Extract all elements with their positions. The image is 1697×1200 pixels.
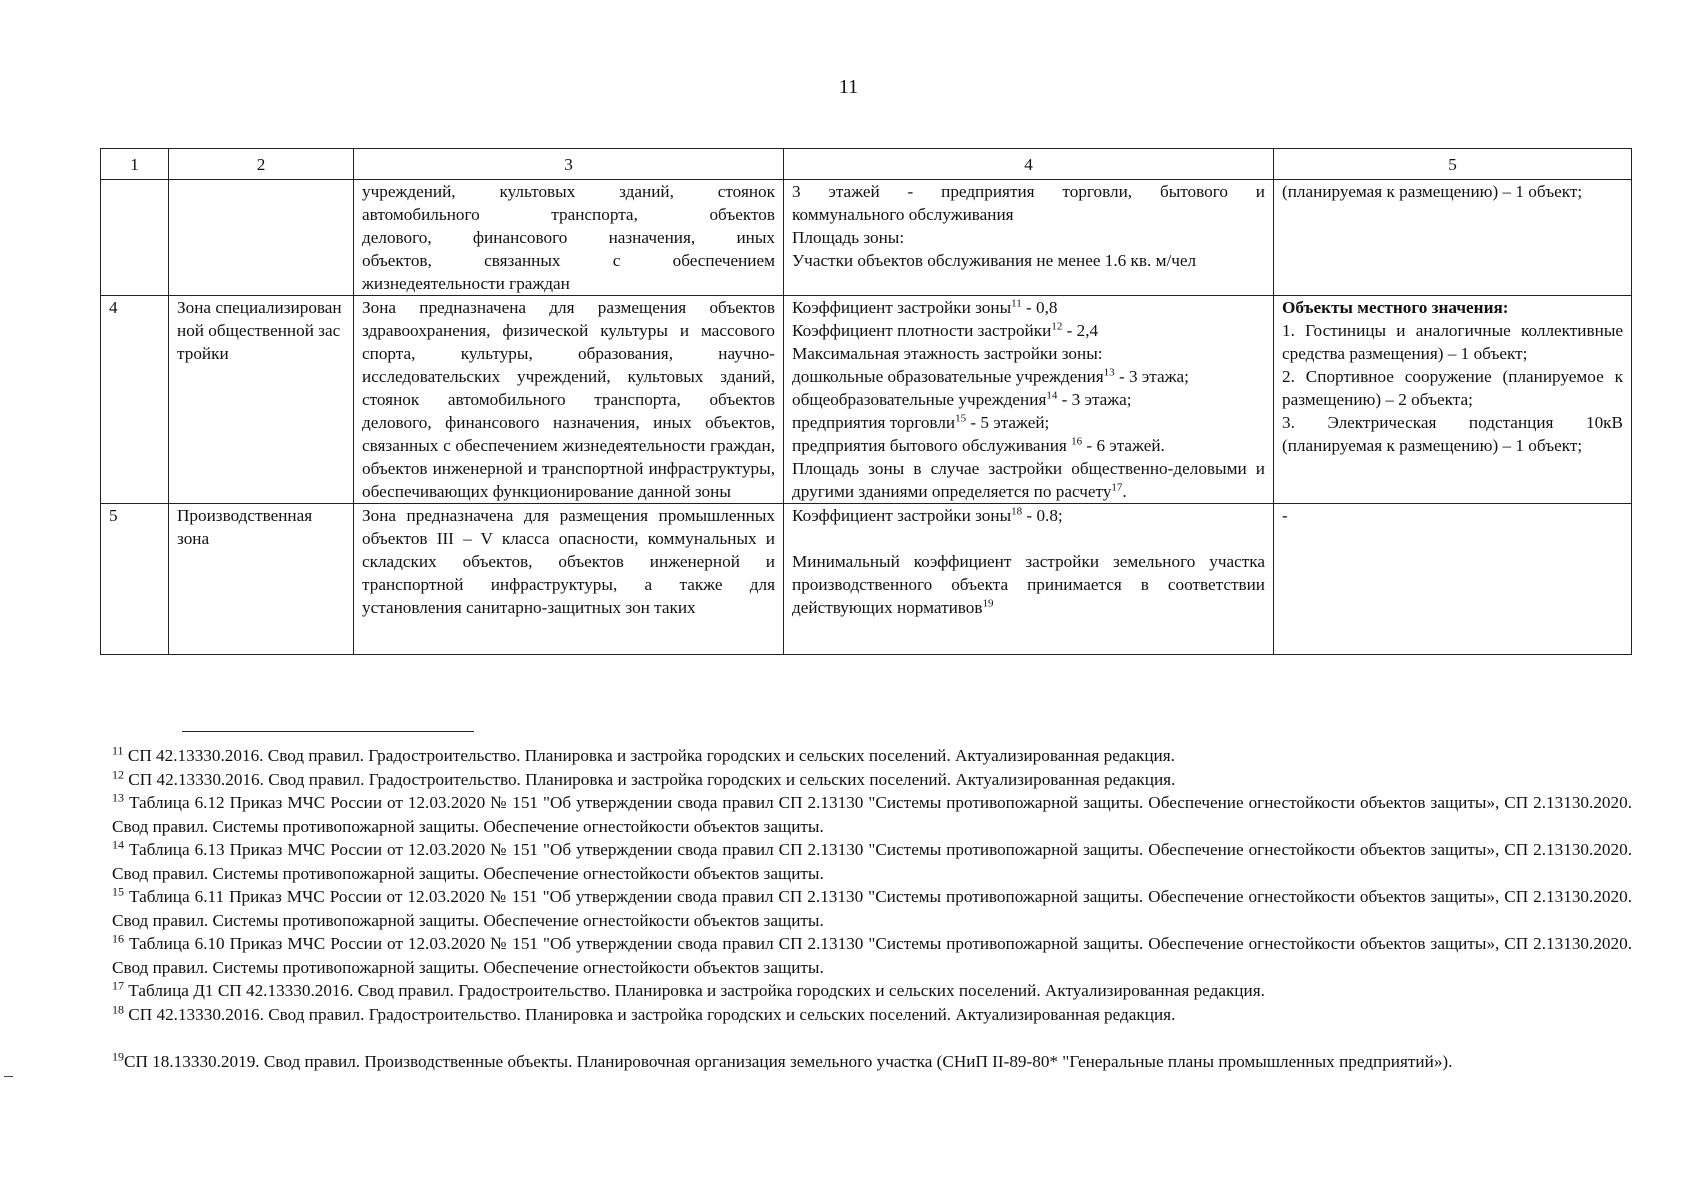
column-header: 1 [101, 149, 169, 180]
zone-parameters-cell: Коэффициент застройки зоны$^{18}$ - 0.8; Минимальный коэффициент застройки земельного участка производственного объекта принимается в соответствии действующих нормативов$^{19}$ [784, 504, 1274, 655]
table-row [101, 180, 1632, 296]
page-number: 11 [838, 76, 859, 98]
zone-purpose-cell: Зона предназначена для размещения объектов здравоохранения, физической культуры и массового спорта, культуры, образования, научно-исследовательских учреждений, культовых зданий, стоянок автомобильного транспорта, объектов делового, финансового назначения, иных объектов, связанных с обеспечением жизнедеятельности граждан, объектов инженерной и транспортной инфраструктуры, обеспечивающих функционирование данной зоны [354, 296, 784, 504]
footnote: $^{13}$ Таблица 6.12 Приказ МЧС России от 12.03.2020 № 151 "Об утверждении свода правил СП 2.13130 "Системы противопожарной защиты. Обеспечение огнестойкости объектов защиты», СП 2.13130.2020. Свод правил. Системы противопожарной защиты. Обеспечение огнестойкости объектов защиты. [112, 790, 1632, 836]
table-row [101, 296, 1632, 504]
zones-table [100, 148, 1632, 655]
table-row [101, 504, 1632, 655]
zone-purpose-cell: Зона предназначена для размещения промышленных объектов III – V класса опасности, коммунальных и складских объектов, объектов инженерной и транспортной инфраструктуры, а также для установления санитарно-защитных зон таких [354, 504, 784, 655]
column-header: 2 [169, 149, 354, 180]
row-number-cell [101, 180, 169, 296]
column-header: 4 [784, 149, 1274, 180]
footnote: $^{19}$СП 18.13330.2019. Свод правил. Производственные объекты. Планировочная организация земельного участка (СНиП II-89-80* "Генеральные планы промышленных предприятий»). [112, 1049, 1453, 1071]
zone-name-cell [169, 180, 354, 296]
row-number-cell: 4 [101, 296, 169, 504]
list-item: 1. Гостиницы и аналогичные коллективные средства размещения) – 1 объект; [1282, 321, 1623, 363]
list-item: 2. Спортивное сооружение (планируемое к размещению) – 2 объекта; [1282, 367, 1623, 409]
footnote-separator [182, 731, 474, 732]
scan-edge-mark [4, 1076, 13, 1077]
footnote: $^{15}$ Таблица 6.11 Приказ МЧС России от 12.03.2020 № 151 "Об утверждении свода правил СП 2.13130 "Системы противопожарной защиты. Обеспечение огнестойкости объектов защиты», СП 2.13130.2020. Свод правил. Системы противопожарной защиты. Обеспечение огнестойкости объектов защиты. [112, 884, 1632, 930]
table-header-row [101, 149, 1632, 180]
column-header: 3 [354, 149, 784, 180]
footnote: $^{14}$ Таблица 6.13 Приказ МЧС России от 12.03.2020 № 151 "Об утверждении свода правил СП 2.13130 "Системы противопожарной защиты. Обеспечение огнестойкости объектов защиты», СП 2.13130.2020. Свод правил. Системы противопожарной защиты. Обеспечение огнестойкости объектов защиты. [112, 837, 1632, 883]
column-header: 5 [1274, 149, 1632, 180]
local-objects-cell: (планируемая к размещению) – 1 объект; [1274, 180, 1632, 296]
footnotes [112, 744, 1632, 1074]
local-objects-cell [1274, 296, 1632, 504]
footnote: $^{16}$ Таблица 6.10 Приказ МЧС России от 12.03.2020 № 151 "Об утверждении свода правил СП 2.13130 "Системы противопожарной защиты. Обеспечение огнестойкости объектов защиты», СП 2.13130.2020. Свод правил. Системы противопожарной защиты. Обеспечение огнестойкости объектов защиты. [112, 931, 1632, 977]
zone-parameters-cell: Коэффициент застройки зоны$^{11}$ - 0,8 Коэффициент плотности застройки$^{12}$ - 2,4 Максимальная этажность застройки зоны: дошкольные образовательные учреждения$^{13}$ - 3 этажа; общеобразовательные учреждения$^{14}$ - 3 этажа; предприятия торговли$^{15}$ - 5 этажей; предприятия бытового обслуживания $^{16}$ - 6 этажей. Площадь зоны в случае застройки общественно-деловыми и другими зданиями определяется по расчету$^{17}$. [784, 296, 1274, 504]
row-number-cell: 5 [101, 504, 169, 655]
footnote: $^{12}$ СП 42.13330.2016. Свод правил. Градостроительство. Планировка и застройка городских и сельских поселений. Актуализированная редакция. [112, 766, 1176, 789]
footnote: $^{17}$ Таблица Д1 СП 42.13330.2016. Свод правил. Градостроительство. Планировка и застройка городских и сельских поселений. Актуализированная редакция. [112, 978, 1265, 1000]
zone-parameters-cell: 3 этажей - предприятия торговли, бытового и коммунального обслуживания Площадь зоны: Участки объектов обслуживания не менее 1.6 кв. м/чел [784, 180, 1274, 296]
zone-purpose-cell: учреждений, культовых зданий, стоянок автомобильного транспорта, объектов делового, финансового назначения, иных объектов, связанных с обеспечением жизнедеятельности граждан [354, 180, 784, 296]
zone-name-cell: Производственная зона [169, 504, 354, 655]
list-item: 3. Электрическая подстанция 10кВ (планируемая к размещению) – 1 объект; [1282, 413, 1623, 455]
zone-name-cell: Зона специализированной общественной застройки [169, 296, 354, 504]
footnote: $^{11}$ СП 42.13330.2016. Свод правил. Градостроительство. Планировка и застройка городских и сельских поселений. Актуализированная редакция. [112, 743, 1175, 765]
local-objects-cell: - [1274, 504, 1632, 655]
local-objects-title: Объекты местного значения: [1282, 298, 1509, 317]
footnote: $^{18}$ СП 42.13330.2016. Свод правил. Градостроительство. Планировка и застройка городских и сельских поселений. Актуализированная редакция. [112, 1001, 1176, 1024]
